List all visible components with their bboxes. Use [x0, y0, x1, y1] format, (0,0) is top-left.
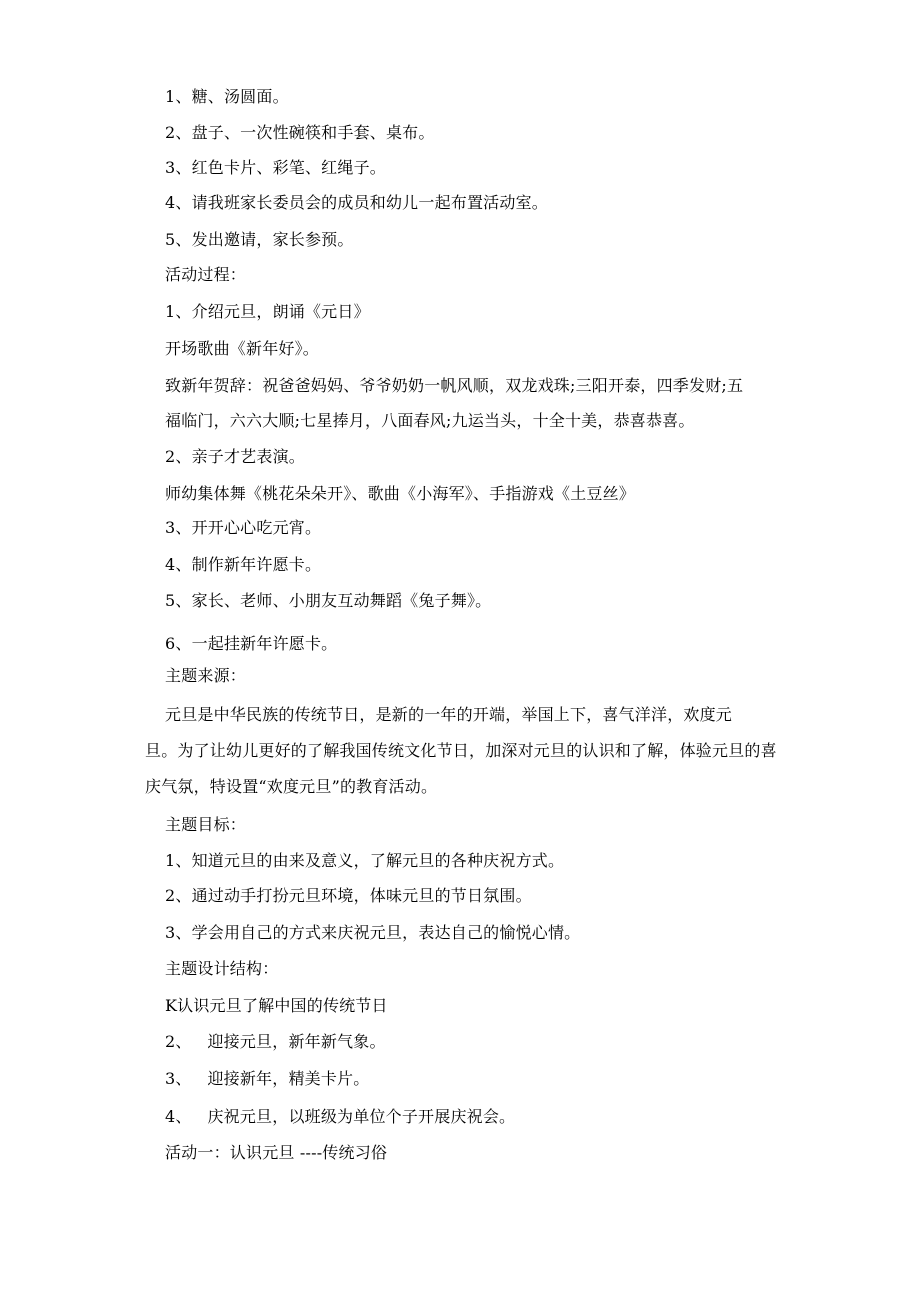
section-heading-structure: 主题设计结构：	[165, 959, 279, 978]
paragraph-greeting-line-1: 致新年贺辞：祝爸爸妈妈、爷爷奶奶一帆风顺，双龙戏珠;三阳开泰，四季发财;五	[165, 376, 744, 395]
list-item-wish-card: 4、制作新年许愿卡。	[165, 555, 322, 574]
list-item-yuanxiao: 3、开开心心吃元宵。	[165, 518, 322, 537]
list-item-structure-2: 2、 迎接元旦，新年新气象。	[165, 1032, 386, 1051]
section-heading-process: 活动过程：	[165, 265, 247, 284]
list-item-committee: 4、请我班家长委员会的成员和幼儿一起布置活动室。	[165, 193, 548, 212]
paragraph-source-line-1: 元旦是中华民族的传统节日，是新的一年的开端，举国上下，喜气洋洋，欢度元	[165, 705, 733, 724]
list-item-structure-4: 4、 庆祝元旦，以班级为单位个子开展庆祝会。	[165, 1107, 516, 1126]
list-item-goal-2: 2、通过动手打扮元旦环境，体味元旦的节日氛围。	[165, 886, 532, 905]
list-item-hang-cards: 6、一起挂新年许愿卡。	[165, 634, 338, 653]
list-item-structure-1: K认识元旦了解中国的传统节日	[165, 996, 388, 1015]
list-item-plates: 2、盘子、一次性碗筷和手套、桌布。	[165, 123, 435, 142]
section-heading-activity-1: 活动一：认识元旦 ----传统习俗	[165, 1143, 388, 1162]
section-heading-goals: 主题目标：	[165, 815, 247, 834]
list-item-cards: 3、红色卡片、彩笔、红绳子。	[165, 158, 386, 177]
paragraph-opening-song: 开场歌曲《新年好》。	[165, 339, 320, 358]
list-item-intro: 1、介绍元旦，朗诵《元日》	[165, 302, 370, 321]
list-item-invitation: 5、发出邀请，家长参预。	[165, 230, 354, 249]
list-item-structure-3: 3、 迎接新年，精美卡片。	[165, 1069, 370, 1088]
section-heading-source: 主题来源：	[165, 666, 247, 685]
list-item-performance: 2、亲子才艺表演。	[165, 447, 305, 466]
list-item-goal-3: 3、学会用自己的方式来庆祝元旦，表达自己的愉悦心情。	[165, 923, 581, 942]
paragraph-source-line-2: 旦。为了让幼儿更好的了解我国传统文化节日，加深对元旦的认识和了解，体验元旦的喜	[145, 741, 777, 760]
list-item-sugar: 1、糖、汤圆面。	[165, 87, 289, 106]
paragraph-greeting-line-2: 福临门，六六大顺;七星捧月，八面春风;九运当头，十全十美，恭喜恭喜。	[165, 411, 695, 430]
list-item-goal-1: 1、知道元旦的由来及意义，了解元旦的各种庆祝方式。	[165, 851, 565, 870]
paragraph-source-line-3: 庆气氛，特设置“欢度元旦”的教育活动。	[145, 777, 438, 796]
list-item-dance: 5、家长、老师、小朋友互动舞蹈《兔子舞》。	[165, 591, 492, 610]
paragraph-program: 师幼集体舞《桃花朵朵开》、歌曲《小海军》、手指游戏《土豆丝》	[165, 484, 636, 503]
